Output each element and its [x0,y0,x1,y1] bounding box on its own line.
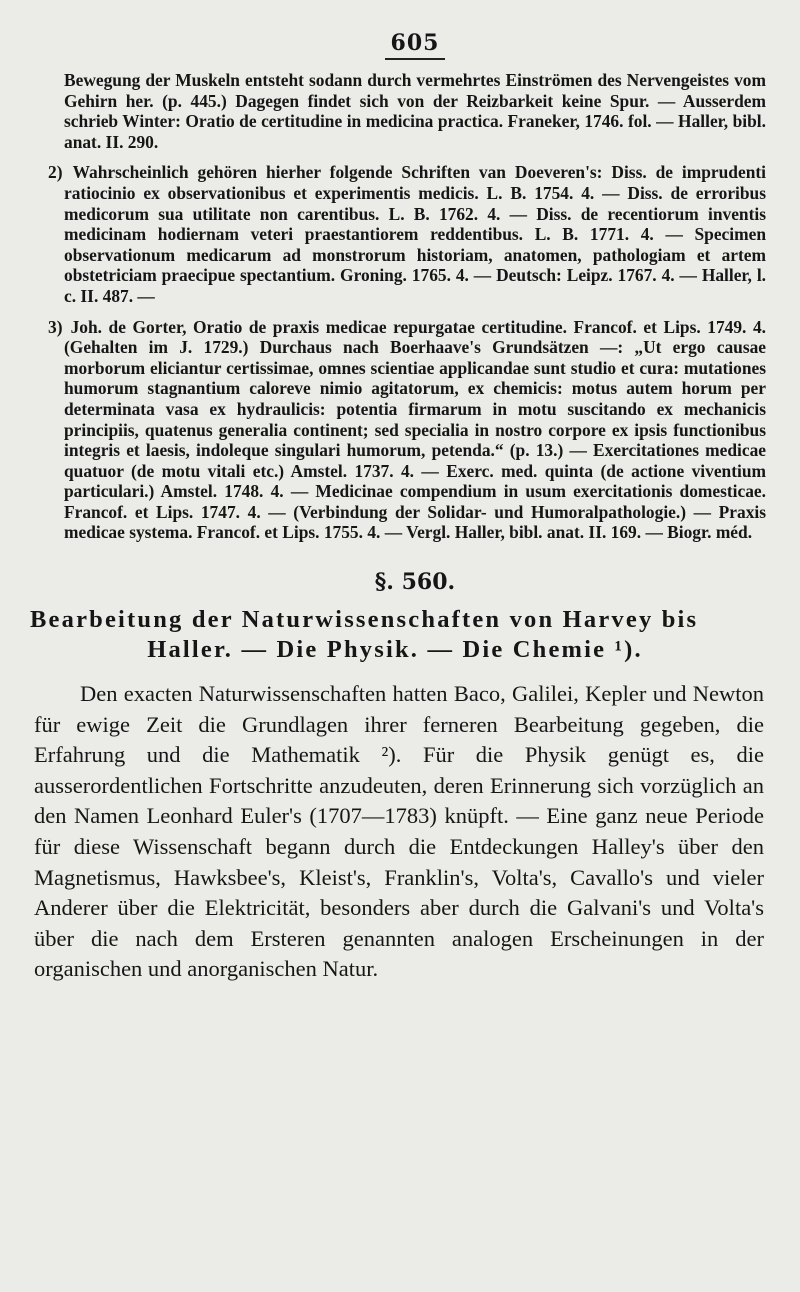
section-heading-line-1: Bearbeitung der Naturwissenschaften von Harvey bis [30,606,699,634]
section-body-paragraph: Den exacten Naturwissenschaften hatten Baco, Galilei, Kepler und Newton für ewige Zeit die Grundlagen ihrer ferneren Bearbeitung gegeben, die Erfahrung und die Mathematik ²). Für die Physik genügt es, die ausserordentlichen Fortschritte anzudeuten, deren Erinnerung sich vorzüglich an den Namen Leonhard Euler's (1707—1783) knüpft. — Eine ganz neue Periode für diese Wissenschaft begann durch die Entdeckungen Halley's über den Magnetismus, Hawksbee's, Kleist's, Franklin's, Volta's, Cavallo's und vieler Anderer über die Elektricität, besonders aber durch die Galvani's und Volta's über die nach dem Ersteren genannten analogen Erscheinungen in der organischen und anorganischen Natur. [34,681,764,982]
footnote-marker: 3) [48,316,63,337]
footnote-2 [48,162,766,306]
footnote-3 [48,316,766,544]
footnote-text: Bewegung der Muskeln entsteht sodann durch vermehrtes Einströmen des Nervengeistes vom Gehirn her. (p. 445.) Dagegen findet sich von der Reizbarkeit keine Spur. — Ausserdem schrieb Winter: Oratio de certitudine in medicina practica. Franeker, 1746. fol. — Haller, bibl. anat. II. 290. [64,70,766,152]
footnote-marker: 2) [48,162,63,183]
footnote-text: Wahrscheinlich gehören hierher folgende Schriften van Doeveren's: Diss. de imprudenti ratiocinio ex observationibus et experimentis medicis. L. B. 1754. 4. — Diss. de erroribus medicorum sua utilitate non carentibus. L. B. 1762. 4. — Diss. de recentiorum inventis medicinam hodiernam veteri praestantiorem reddentibus. L. B. 1771. 4. — Specimen observationum medicarum ad monstrorum historiam, anatomen, pathologiam et artem obstetriciam praecipue spectantium. Groning. 1765. 4. — Deutsch: Leipz. 1767. 4. — Haller, l. c. II. 487. — [64,162,766,306]
page-number: 605 [64,30,766,56]
section-heading [30,605,760,665]
footnote-continuation [64,70,766,152]
footnote-text: Joh. de Gorter, Oratio de praxis medicae repurgatae certitudine. Francof. et Lips. 1749. 4. (Gehalten im J. 1729.) Durchaus nach Boerhaave's Grundsätzen —: „Ut ergo causae morborum eliciantur certissimae, omnes scientiae applicandae sunt studio et cura: mutationes humorum stagnantium caloreve nimio agitatorum, ex chemicis: motus autem horum per determinata vasa ex hydraulicis: potentia firmarum in motu suscitando ex mechanicis principiis, quatenus generalia continent; sed specialia in nostro corpore ex ipsis functionibus integris et laesis, indoleque singulari humorum, petenda.“ (p. 13.) — Exercitationes medicae quatuor (de motu vitali etc.) Amstel. 1737. 4. — Exerc. med. quinta (de actione viventium particulari.) Amstel. 1748. 4. — Medicinae compendium in usum exercitationis domesticae. Francof. et Lips. 1747. 4. — (Verbindung der Solidar- und Humoralpathologie.) — Praxis medicae systema. Francof. et Lips. 1755. 4. — Vergl. Haller, bibl. anat. II. 169. — Biogr. méd. [64,316,766,543]
section-heading-line-2: Haller. — Die Physik. — Die Chemie ¹). [147,636,643,664]
section-number: §. 560. [374,569,456,596]
